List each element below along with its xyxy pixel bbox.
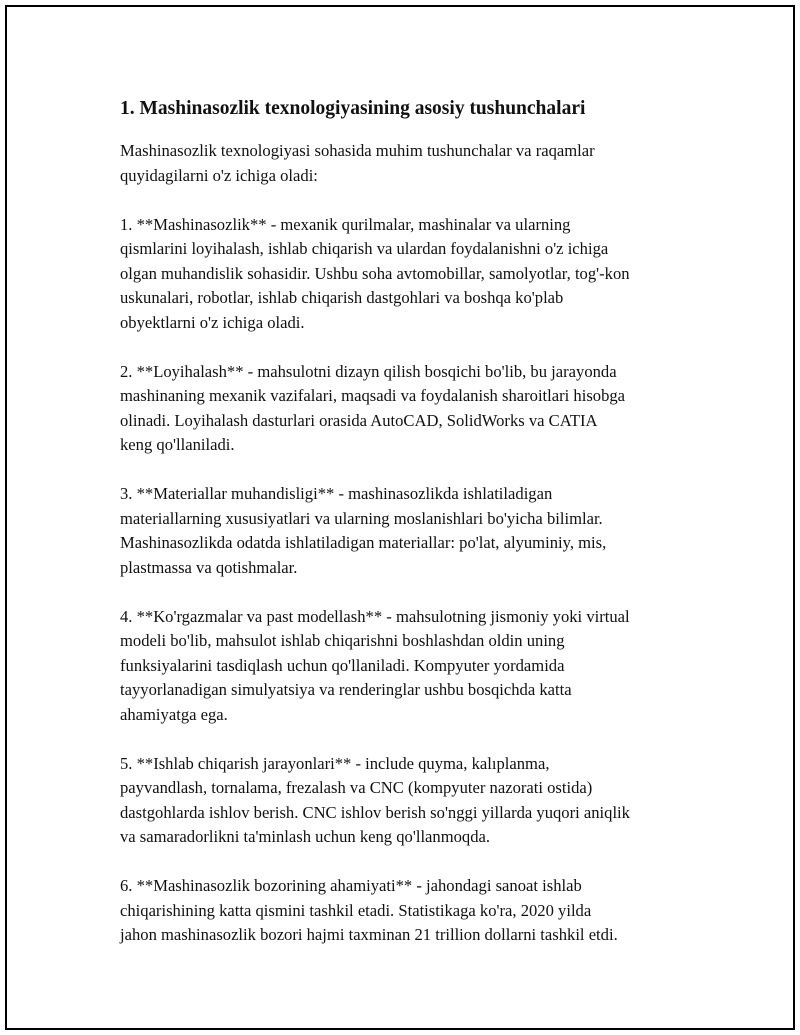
text-line: 2. **Loyihalash** - mahsulotni dizayn qilish bosqichi bo'lib, bu jarayonda bbox=[120, 361, 617, 381]
text-line: 6. **Mashinasozlik bozorining ahamiyati** - jahondagi sanoat ishlab bbox=[120, 876, 582, 895]
list-item-materiallar bbox=[120, 482, 690, 580]
text-line: plastmassa va qotishmalar. bbox=[120, 557, 298, 577]
text-line: va samaradorlikni ta'minlash uchun keng qo'llanmoqda. bbox=[120, 827, 491, 846]
text-line: uskunalari, robotlar, ishlab chiqarish dastgohlari va boshqa ko'plab bbox=[120, 288, 564, 307]
document-page bbox=[5, 5, 795, 1030]
intro-paragraph bbox=[120, 139, 690, 188]
list-item-ishlab-chiqarish bbox=[120, 752, 690, 850]
text-line: modeli bo'lib, mahsulot ishlab chiqarishni boshlashdan oldin uning bbox=[120, 631, 565, 650]
text-line: 3. **Materiallar muhandisligi** - mashinasozlikda ishlatiladigan bbox=[120, 484, 553, 503]
text-line: qismlarini loyihalash, ishlab chiqarish va ulardan foydalanishni o'z ichiga bbox=[120, 239, 609, 258]
text-line: 1. **Mashinasozlik** - mexanik qurilmalar, mashinalar va ularning bbox=[120, 214, 571, 234]
text-line: chiqarishining katta qismini tashkil etadi. Statistikaga ko'ra, 2020 yilda bbox=[120, 900, 592, 920]
text-line: Mashinasozlik texnologiyasi sohasida muhim tushunchalar va raqamlar bbox=[120, 141, 595, 160]
text-line: funksiyalarini tasdiqlash uchun qo'llaniladi. Kompyuter yordamida bbox=[120, 655, 565, 675]
list-item-mashinasozlik bbox=[120, 213, 690, 336]
list-item-loyihalash bbox=[120, 360, 690, 458]
text-line: Mashinasozlikda odatda ishlatiladigan materiallar: po'lat, alyuminiy, mis, bbox=[120, 533, 607, 552]
text-line: payvandlash, tornalama, frezalash va CNC (kompyuter nazorati ostida) bbox=[120, 778, 593, 797]
text-line: 5. **Ishlab chiqarish jarayonlari** - include quyma, kalıplanma, bbox=[120, 753, 550, 773]
list-item-bozor bbox=[120, 874, 690, 948]
list-item-korgazmalar bbox=[120, 605, 690, 728]
text-line: jahon mashinasozlik bozori hajmi taxminan 21 trillion dollarni tashkil etdi. bbox=[120, 925, 618, 944]
text-line: 4. **Ko'rgazmalar va past modellash** - mahsulotning jismoniy yoki virtual bbox=[120, 606, 630, 626]
text-line: materiallarning xususiyatlari va ularning moslanishlari bo'yicha bilimlar. bbox=[120, 508, 603, 528]
document-title: 1. Mashinasozlik texnologiyasining asosiy tushunchalari bbox=[120, 98, 586, 119]
document-body bbox=[120, 95, 690, 972]
text-line: obyektlarni o'z ichiga oladi. bbox=[120, 312, 305, 332]
text-line: mashinaning mexanik vazifalari, maqsadi va foydalanish sharoitlari hisobga bbox=[120, 386, 626, 405]
text-line: dastgohlarda ishlov berish. CNC ishlov berish so'nggi yillarda yuqori aniqlik bbox=[120, 802, 630, 822]
text-line: olinadi. Loyihalash dasturlari orasida AutoCAD, SolidWorks va CATIA bbox=[120, 410, 598, 430]
text-line: olgan muhandislik sohasidir. Ushbu soha avtomobillar, samolyotlar, tog'-kon bbox=[120, 263, 630, 283]
text-line: tayyorlanadigan simulyatsiya va renderinglar ushbu bosqichda katta bbox=[120, 680, 572, 699]
text-line: quyidagilarni o'z ichiga oladi: bbox=[120, 165, 318, 185]
text-line: keng qo'llaniladi. bbox=[120, 435, 235, 454]
text-line: ahamiyatga ega. bbox=[120, 704, 228, 724]
